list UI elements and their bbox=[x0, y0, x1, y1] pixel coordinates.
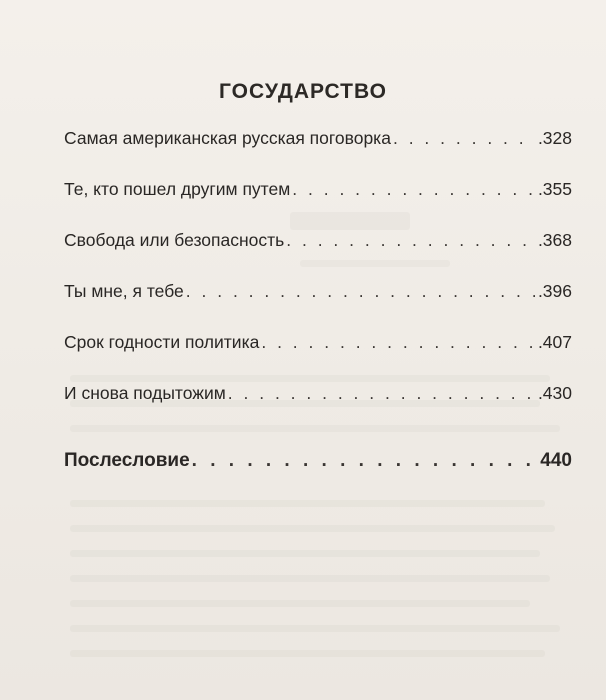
toc-entry-title: И снова подытожим bbox=[64, 383, 226, 403]
toc-entry-title: Самая американская русская поговорка bbox=[64, 128, 391, 148]
toc-entry-title: Послесловие bbox=[64, 450, 190, 471]
toc-entry-title: Свобода или безопасность bbox=[64, 230, 285, 250]
toc-entry[interactable] bbox=[64, 128, 572, 179]
dot-leader bbox=[228, 383, 536, 404]
dot-leader bbox=[192, 450, 539, 472]
toc-entry[interactable] bbox=[64, 281, 572, 332]
dot-leader bbox=[292, 179, 536, 200]
toc-entry-page: 440 bbox=[540, 450, 572, 471]
toc-entry-page: .396 bbox=[537, 281, 572, 301]
table-of-contents bbox=[64, 128, 572, 501]
toc-entry[interactable] bbox=[64, 332, 572, 383]
toc-entry-page: .430 bbox=[537, 383, 572, 403]
dot-leader bbox=[393, 128, 536, 149]
toc-entry-page: .328 bbox=[537, 128, 572, 148]
toc-entry[interactable] bbox=[64, 230, 572, 281]
toc-entry-title: Те, кто пошел другим путем bbox=[64, 179, 291, 199]
toc-entry[interactable] bbox=[64, 383, 572, 434]
toc-entry-title: Ты мне, я тебе bbox=[64, 281, 184, 301]
toc-entry-afterword[interactable] bbox=[64, 450, 572, 501]
dot-leader bbox=[186, 281, 536, 302]
toc-entry-page: .407 bbox=[537, 332, 572, 352]
toc-entry-page: .368 bbox=[537, 230, 572, 250]
toc-entry-title: Срок годности политика bbox=[64, 332, 260, 352]
toc-entry-page: .355 bbox=[537, 179, 572, 199]
toc-entry[interactable] bbox=[64, 179, 572, 230]
section-title: ГОСУДАРСТВО bbox=[219, 80, 387, 103]
dot-leader bbox=[286, 230, 536, 251]
dot-leader bbox=[261, 332, 536, 353]
